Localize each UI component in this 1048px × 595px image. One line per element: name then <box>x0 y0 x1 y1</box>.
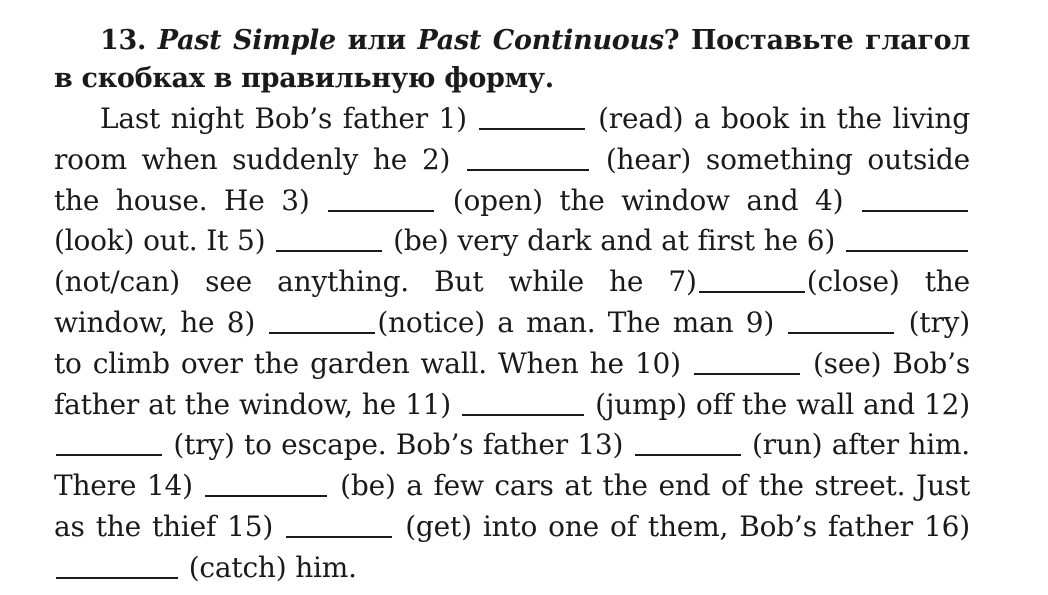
text-segment: (get) into one of them, Bob’s father 16) <box>394 509 970 543</box>
tense-past-continuous: Past Continuous <box>417 25 664 56</box>
answer-blank-5[interactable] <box>276 222 382 252</box>
answer-blank-11[interactable] <box>462 386 584 416</box>
text-segment: (close) the window, he 8) <box>54 265 970 339</box>
text-segment: (look) out. It 5) <box>54 224 275 258</box>
answer-blank-3[interactable] <box>328 182 434 212</box>
answer-blank-2[interactable] <box>467 141 589 171</box>
exercise-text <box>54 98 970 588</box>
answer-blank-4[interactable] <box>862 182 968 212</box>
text-segment: (catch) him. <box>180 550 357 584</box>
text-segment: (run) after him. There 14) <box>54 428 970 503</box>
text-segment: Last night Bob’s father 1) <box>100 102 478 135</box>
answer-blank-9[interactable] <box>788 304 894 334</box>
text-segment: (see) Bob’s father at the window, he 11) <box>54 346 970 421</box>
exercise-heading <box>54 22 970 98</box>
tense-past-simple: Past Simple <box>157 25 336 56</box>
heading-connector: или <box>347 25 406 56</box>
answer-blank-14[interactable] <box>205 467 327 497</box>
answer-blank-6[interactable] <box>846 222 968 252</box>
text-segment: (try) to climb over the garden wall. When he 10) <box>54 305 970 380</box>
answer-blank-15[interactable] <box>286 508 392 538</box>
text-segment: (jump) off the wall and 12) <box>586 387 970 421</box>
answer-blank-7[interactable] <box>699 263 805 293</box>
text-segment: (be) a few cars at the end of the street. Just as the thief 15) <box>54 469 971 543</box>
text-segment: (read) a book in the living room when suddenly he 2) <box>54 102 970 176</box>
text-segment: (try) to escape. Bob’s father 13) <box>164 428 633 462</box>
answer-blank-12[interactable] <box>56 426 162 456</box>
exercise-number: 13. <box>100 25 147 56</box>
text-segment: (notice) a man. The man 9) <box>377 305 787 339</box>
exercise-instruction: ? Поставьте глагол в скобках в правильную форму. <box>54 25 971 94</box>
answer-blank-1[interactable] <box>479 100 585 130</box>
text-segment: (not/can) see anything. But while he 7) <box>54 265 697 299</box>
text-segment: (open) the window and 4) <box>436 183 860 217</box>
exercise-page <box>54 22 970 588</box>
text-segment: (be) very dark and at first he 6) <box>384 224 844 258</box>
answer-blank-16[interactable] <box>56 549 178 579</box>
text-segment: (hear) something outside the house. He 3) <box>54 142 970 217</box>
answer-blank-10[interactable] <box>694 345 800 375</box>
answer-blank-13[interactable] <box>635 426 741 456</box>
answer-blank-8[interactable] <box>269 304 375 334</box>
